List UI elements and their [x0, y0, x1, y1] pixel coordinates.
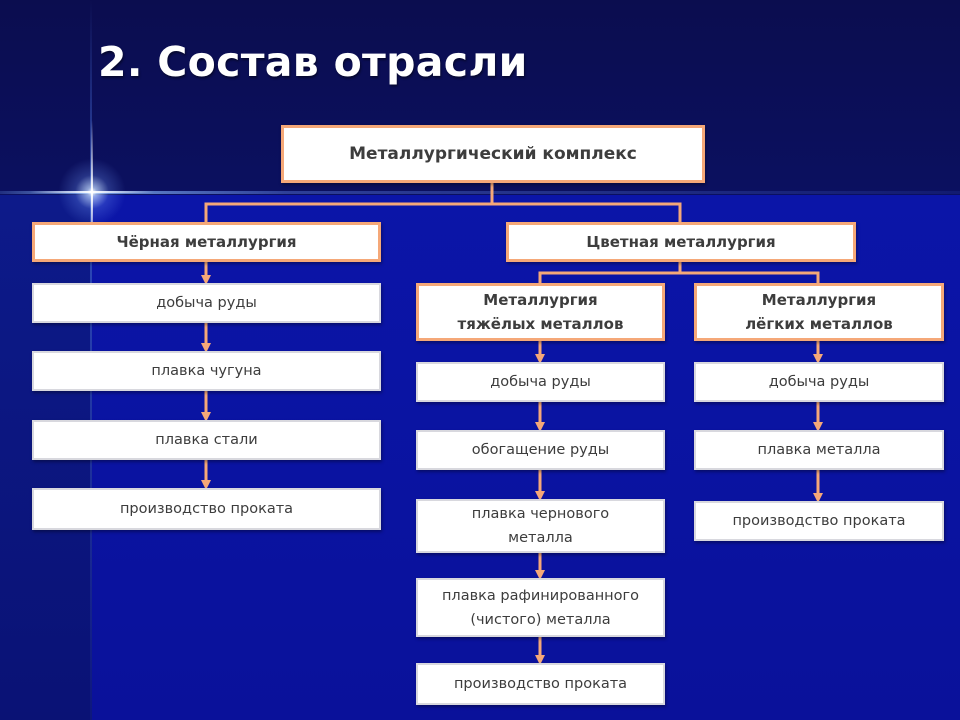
heavy-metals-step: плавка рафинированного (чистого) металла — [416, 578, 665, 637]
heavy-metals-step: производство проката — [416, 663, 665, 705]
heavy-metals-step: обогащение руды — [416, 430, 665, 470]
nonferrous-metallurgy-node: Цветная металлургия — [506, 222, 856, 262]
light-metals-step: плавка металла — [694, 430, 944, 470]
ferrous-step: плавка стали — [32, 420, 381, 460]
heavy-metals-step: плавка чернового металла — [416, 499, 665, 553]
slide-title: 2. Состав отрасли — [98, 38, 528, 86]
ferrous-step: добыча руды — [32, 283, 381, 323]
connector-nonferrous-to-subbranches — [540, 262, 818, 284]
ferrous-metallurgy-node: Чёрная металлургия — [32, 222, 381, 262]
heavy-metals-step: добыча руды — [416, 362, 665, 402]
root-node: Металлургический комплекс — [281, 125, 705, 183]
light-metals-step: производство проката — [694, 501, 944, 541]
connector-root-to-branches — [206, 183, 680, 223]
heavy-metals-node: Металлургия тяжёлых металлов — [416, 283, 665, 341]
light-metals-step: добыча руды — [694, 362, 944, 402]
ferrous-step: плавка чугуна — [32, 351, 381, 391]
ferrous-step: производство проката — [32, 488, 381, 530]
light-metals-node: Металлургия лёгких металлов — [694, 283, 944, 341]
